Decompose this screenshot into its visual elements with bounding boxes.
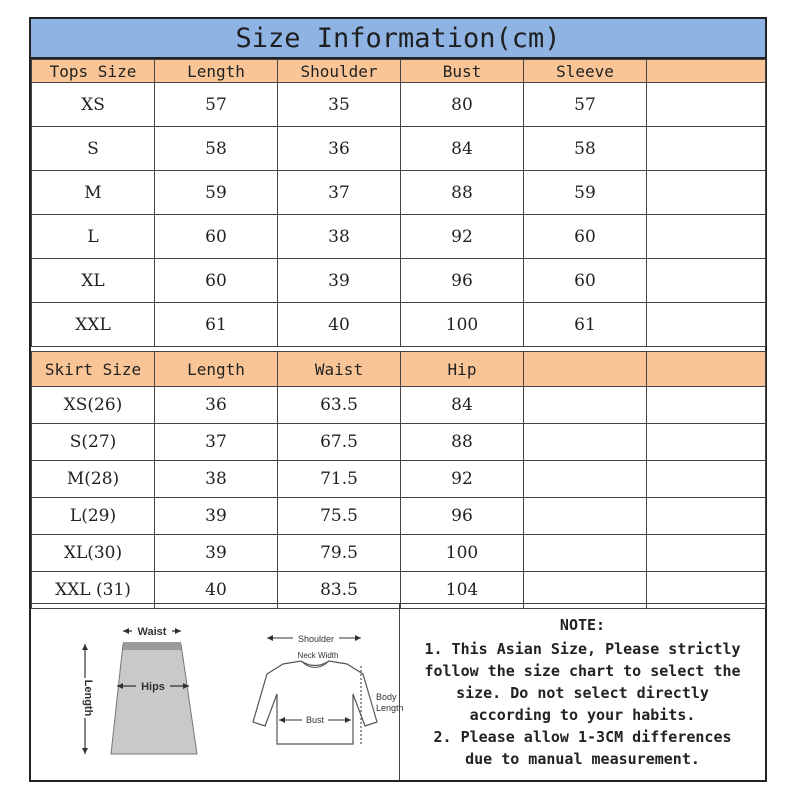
table-row [32, 171, 766, 215]
tops-header-row [32, 60, 766, 83]
table-cell [647, 127, 766, 171]
note-line: according to your habits. [469, 706, 696, 724]
header-cell: Sleeve [524, 60, 647, 83]
table-cell: 63.5 [278, 387, 401, 424]
header-cell: Tops Size [32, 60, 155, 83]
table-row [32, 215, 766, 259]
header-cell: Bust [401, 60, 524, 83]
table-cell: XXL [32, 303, 155, 347]
table-cell: XL(30) [32, 535, 155, 572]
table-row [32, 83, 766, 127]
skirt-size-table [31, 351, 766, 609]
table-cell [647, 424, 766, 461]
table-cell [524, 535, 647, 572]
table-cell: 36 [278, 127, 401, 171]
header-cell: Shoulder [278, 60, 401, 83]
table-cell: 104 [401, 572, 524, 609]
table-cell: 75.5 [278, 498, 401, 535]
header-cell: Length [155, 60, 278, 83]
note-line: 2. Please allow 1-3CM differences [433, 728, 732, 746]
note-line: due to manual measurement. [465, 750, 700, 768]
table-cell: 60 [155, 215, 278, 259]
table-cell: 92 [401, 215, 524, 259]
note-panel [400, 604, 765, 780]
waist-label: Waist [137, 626, 167, 638]
table-cell: 84 [401, 387, 524, 424]
table-row [32, 535, 766, 572]
table-cell [647, 461, 766, 498]
table-cell: 80 [401, 83, 524, 127]
table-cell [647, 83, 766, 127]
table-cell: 96 [401, 259, 524, 303]
table-cell [524, 424, 647, 461]
header-cell: Skirt Size [32, 352, 155, 387]
header-cell [647, 60, 766, 83]
table-cell: 39 [278, 259, 401, 303]
table-cell [647, 215, 766, 259]
table-cell: 71.5 [278, 461, 401, 498]
info-section [31, 603, 765, 780]
table-cell: 59 [524, 171, 647, 215]
table-row [32, 461, 766, 498]
table-cell: 57 [155, 83, 278, 127]
table-cell: 38 [278, 215, 401, 259]
note-line: follow the size chart to select the [424, 662, 741, 680]
hips-label: Hips [141, 681, 165, 693]
table-cell [524, 498, 647, 535]
table-cell: XL [32, 259, 155, 303]
header-cell: Hip [401, 352, 524, 387]
table-cell: 61 [524, 303, 647, 347]
table-cell: 100 [401, 303, 524, 347]
table-cell: M(28) [32, 461, 155, 498]
table-cell [524, 387, 647, 424]
table-cell [647, 303, 766, 347]
neck-label: Neck Width [297, 651, 339, 660]
table-cell: 96 [401, 498, 524, 535]
table-cell: 88 [401, 424, 524, 461]
table-cell: 58 [524, 127, 647, 171]
tops-size-table [31, 59, 766, 347]
table-cell [647, 535, 766, 572]
body-length-label: Body Length [376, 692, 404, 713]
measurement-diagram [31, 604, 404, 780]
top-diagram [253, 632, 404, 744]
table-cell: 39 [155, 498, 278, 535]
measurement-illustration [31, 604, 404, 780]
table-cell [647, 171, 766, 215]
header-cell: Length [155, 352, 278, 387]
table-cell: 40 [155, 572, 278, 609]
header-cell [524, 352, 647, 387]
table-cell: 84 [401, 127, 524, 171]
table-cell: 92 [401, 461, 524, 498]
table-cell: 36 [155, 387, 278, 424]
table-cell: 67.5 [278, 424, 401, 461]
table-cell: 57 [524, 83, 647, 127]
table-cell: 58 [155, 127, 278, 171]
table-cell: XXL (31) [32, 572, 155, 609]
table-cell: 37 [278, 171, 401, 215]
table-cell: 59 [155, 171, 278, 215]
table-row [32, 259, 766, 303]
note-line: size. Do not select directly [456, 684, 709, 702]
table-cell: S(27) [32, 424, 155, 461]
table-cell: 60 [524, 215, 647, 259]
table-cell: 88 [401, 171, 524, 215]
table-cell: XS [32, 83, 155, 127]
table-row [32, 303, 766, 347]
table-cell [647, 498, 766, 535]
table-cell: 40 [278, 303, 401, 347]
skirt-diagram [77, 623, 197, 754]
header-cell [647, 352, 766, 387]
table-row [32, 387, 766, 424]
table-cell [647, 259, 766, 303]
table-cell [647, 387, 766, 424]
table-cell: L [32, 215, 155, 259]
table-cell: L(29) [32, 498, 155, 535]
skirt-header-row [32, 352, 766, 387]
note-line: 1. This Asian Size, Please strictly [424, 640, 741, 658]
table-row [32, 127, 766, 171]
table-cell: 37 [155, 424, 278, 461]
table-cell: 35 [278, 83, 401, 127]
table-cell: 79.5 [278, 535, 401, 572]
header-cell: Waist [278, 352, 401, 387]
table-cell: S [32, 127, 155, 171]
shoulder-label: Shoulder [297, 634, 335, 644]
chart-title: Size Information(cm) [31, 19, 765, 59]
length-label: Length [82, 679, 94, 717]
table-cell: 38 [155, 461, 278, 498]
table-row [32, 424, 766, 461]
bust-label: Bust [305, 715, 325, 725]
table-cell: 83.5 [278, 572, 401, 609]
table-cell: XS(26) [32, 387, 155, 424]
table-cell: 60 [524, 259, 647, 303]
table-row [32, 498, 766, 535]
size-chart [29, 17, 767, 782]
table-cell: 60 [155, 259, 278, 303]
table-cell: M [32, 171, 155, 215]
table-cell: 100 [401, 535, 524, 572]
table-cell: 61 [155, 303, 278, 347]
table-cell [524, 461, 647, 498]
note-title: NOTE: [559, 616, 606, 634]
table-cell: 39 [155, 535, 278, 572]
